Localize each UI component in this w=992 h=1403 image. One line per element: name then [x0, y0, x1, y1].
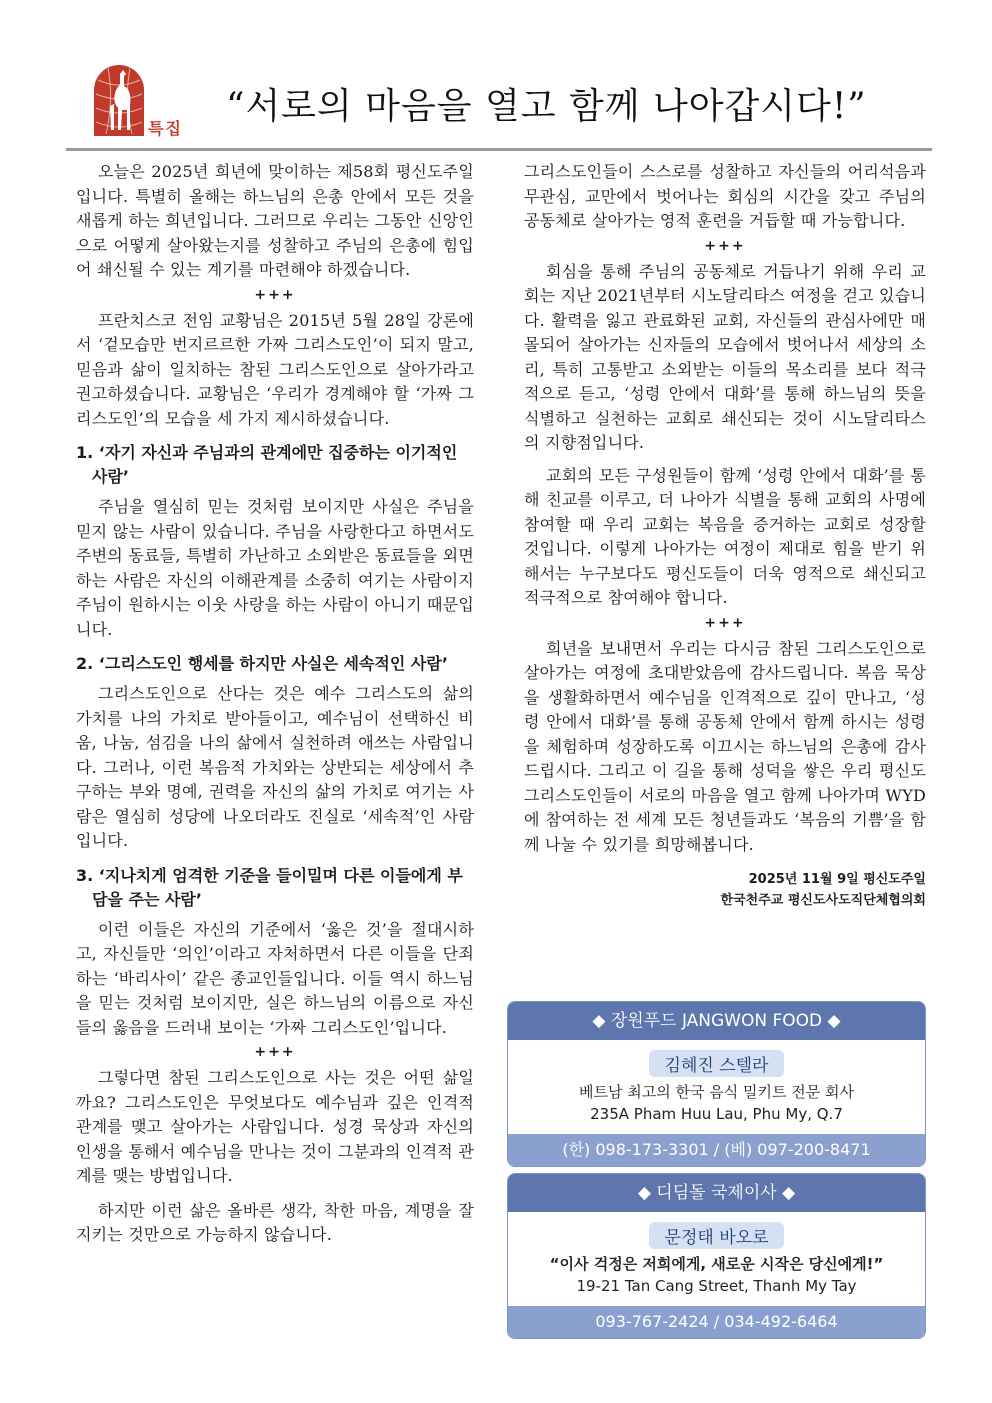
lamb-emblem-icon: [90, 60, 148, 136]
left-column: [76, 160, 474, 1248]
paragraph: 오늘은 2025년 희년에 맞이하는 제58회 평신도주일입니다. 특별히 올해는 하느님의 은총 안에서 모든 것을 새롭게 하는 희년입니다. 그러므로 우리는 그동안 신앙인으로 어떻게 살아왔는지를 성찰하고 주님의 은총에 힘입어 쇄신될 수 있는 계기를 마련해야 하겠습니다.: [76, 162, 474, 279]
signature-date: 2025년 11월 9일 평신도주일: [748, 872, 926, 887]
ad-address: 19-21 Tan Cang Street, Thanh My Tay: [576, 1277, 857, 1295]
section-separator: +++: [704, 237, 746, 254]
section-heading-2: 2. ‘그리스도인 행세를 하지만 사실은 세속적인 사람’: [76, 654, 448, 673]
ad-jangwon-food: [507, 1001, 926, 1167]
ad-slogan: “이사 걱정은 저희에게, 새로운 시작은 당신에게!”: [549, 1255, 884, 1273]
page-header: [66, 56, 932, 152]
page-title: “서로의 마음을 열고 함께 나아갑시다!”: [226, 86, 867, 127]
paragraph: 교회의 모든 구성원들이 함께 ‘성령 안에서 대화’를 통해 친교를 이루고, 더 나아가 식별을 통해 교회의 사명에 참여할 때 우리 교회는 복음을 증거하는 교회로 성장할 것입니다. 이렇게 나아가는 여정이 제대로 힘을 받기 위해서는 누구보다도 평신도들이 더욱 영적으로 쇄신되고 적극적으로 참여해야 합니다.: [524, 465, 926, 607]
paragraph: 하지만 이런 삶은 올바른 생각, 착한 마음, 계명을 잘 지키는 것만으로 가능하지 않습니다.: [76, 1200, 474, 1244]
section-heading-3: 3. ‘지나치게 엄격한 기준을 들이밀며 다른 이들에게 부담을 주는 사람’: [76, 865, 463, 909]
ad-phone-numbers: 093-767-2424 / 034-492-6464: [508, 1306, 925, 1338]
ad-contact-name: 문정태 바오로: [649, 1222, 785, 1249]
ad-address: 235A Pham Huu Lau, Phu My, Q.7: [590, 1105, 843, 1123]
header-divider: [66, 148, 932, 151]
paragraph: 그렇다면 참된 그리스도인으로 사는 것은 어떤 삶일까요? 그리스도인은 무엇보다도 예수님과 깊은 인격적 관계를 맺고 살아가는 사람입니다. 성경 묵상과 자신의 인생을 통해서 예수님을 만나는 것이 그분과의 인격적 관계를 맺는 방법입니다.: [76, 1068, 474, 1185]
signature-organization: 한국천주교 평신도사도직단체협의회: [720, 893, 926, 908]
ad-description: 베트남 최고의 한국 음식 밀키트 전문 회사: [579, 1083, 854, 1101]
right-column: [524, 160, 926, 911]
paragraph: 회심을 통해 주님의 공동체로 거듭나기 위해 우리 교회는 지난 2021년부터 시노달리타스 여정을 걷고 있습니다. 활력을 잃고 관료화된 교회, 자신들의 관심사에만 매몰되어 살아가는 신자들의 모습에서 벗어나서 세상의 소리, 특히 고통받고 소외받는 이들의 목소리를 보다 적극적으로 듣고, ‘성령 안에서 대화’를 통해 하느님의 뜻을 식별하고 실천하는 교회로 쇄신되는 것이 시노달리타스의 지향점입니다.: [524, 261, 927, 452]
section-separator: +++: [254, 1044, 296, 1060]
section-separator: +++: [704, 614, 746, 631]
section-heading-1: 1. ‘자기 자신과 주님과의 관계에만 집중하는 이기적인 사람’: [76, 443, 458, 486]
paragraph: 그리스도인으로 산다는 것은 예수 그리스도의 삶의 가치를 나의 가치로 받아들이고, 예수님이 선택하신 비움, 나눔, 섬김을 나의 삶에서 실천하려 애쓰는 사람입니다. 그러나, 이런 복음적 가치와는 상반되는 세상에서 추구하는 부와 명예, 권력을 자신의 삶의 가치로 여기는 사람은 열심히 성당에 나오더라도 진실로 ‘세속적’인 사람입니다.: [76, 684, 474, 850]
ad-title: ◆ 장원푸드 JANGWON FOOD ◆: [508, 1002, 925, 1040]
paragraph: 희년을 보내면서 우리는 다시금 참된 그리스도인으로 살아가는 여정에 초대받았음에 감사드립니다. 복음 묵상을 생활화하면서 예수님을 인격적으로 깊이 만나고, ‘성령 안에서 대화’를 통해 공동체 안에서 함께 하시는 성령을 체험하며 성장하도록 이끄시는 하느님의 은총에 감사드립시다. 그리고 이 길을 통해 성덕을 쌓은 우리 평신도 그리스도인들이 서로의 마음을 열고 함께 나아가며 WYD에 참여하는 전 세계 모든 청년들과도 ‘복음의 기쁨’을 함께 나눌 수 있기를 희망해봅니다.: [524, 638, 926, 854]
feature-badge: 특집: [148, 119, 183, 138]
ad-didimdol-moving: [507, 1173, 926, 1339]
paragraph: 주님을 열심히 믿는 것처럼 보이지만 사실은 주님을 믿지 않는 사람이 있습니다. 주님을 사랑한다고 하면서도 주변의 동료들, 특별히 가난하고 소외받은 동료들을 외면하는 사람은 자신의 이해관계를 소중히 여기는 사람이지 주님이 원하시는 이웃 사랑을 하는 사람이 아니기 때문입니다.: [76, 497, 474, 639]
ad-phone-numbers: (한) 098-173-3301 / (베) 097-200-8471: [508, 1134, 925, 1166]
paragraph: 프란치스코 전임 교황님은 2015년 5월 28일 강론에서 ‘겉모습만 번지르르한 가짜 그리스도인’이 되지 말고, 믿음과 삶이 일치하는 참된 그리스도인으로 살아가라고 권고하셨습니다. 교황님은 ‘우리가 경계해야 할 ‘가짜 그리스도인’의 모습을 세 가지 제시하셨습니다.: [76, 310, 474, 428]
ad-contact-name: 김혜진 스텔라: [649, 1050, 785, 1077]
ad-title: ◆ 디딤돌 국제이사 ◆: [508, 1174, 925, 1212]
paragraph: 그리스도인들이 스스로를 성찰하고 자신들의 어리석음과 무관심, 교만에서 벗어나는 회심의 시간을 갖고 주님의 공동체로 살아가는 영적 훈련을 거듭할 때 가능합니다.: [524, 162, 926, 230]
section-separator: +++: [254, 286, 296, 303]
paragraph: 이런 이들은 자신의 기준에서 ‘옳은 것’을 절대시하고, 자신들만 ‘의인’이라고 자처하면서 다른 이들을 단죄하는 ‘바리사이’ 같은 종교인들입니다. 이들 역시 하느님을 믿는 것처럼 보이지만, 실은 하느님의 이름으로 자신들의 옳음을 드러내 보이는 ‘가짜 그리스도인’입니다.: [76, 919, 474, 1037]
